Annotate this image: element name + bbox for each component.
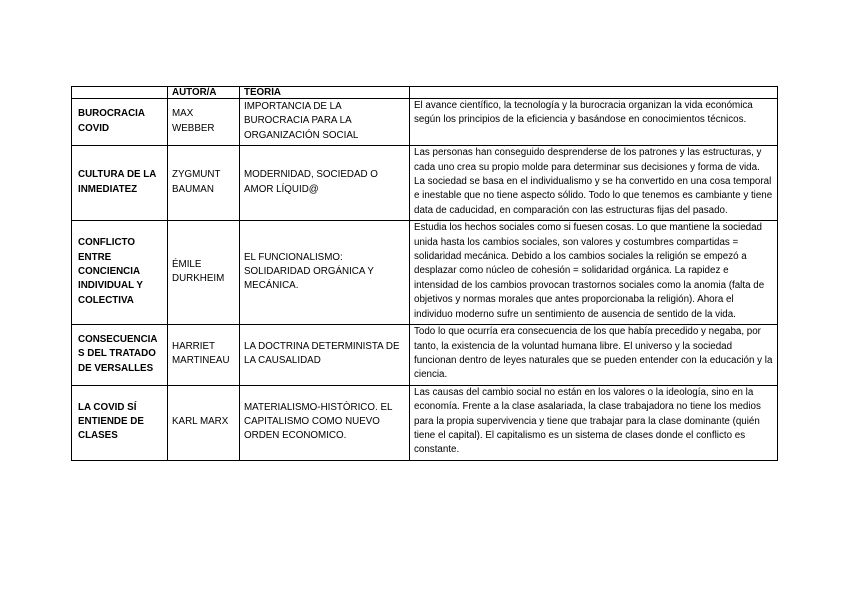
table-row [72, 325, 778, 386]
header-description [410, 87, 778, 99]
row-theory: IMPORTANCIA DE LA BUROCRACIA PARA LA ORGANIZACIÓN SOCIAL [240, 99, 410, 146]
header-row [72, 87, 778, 99]
row-author: HARRIET MARTINEAU [168, 325, 240, 386]
row-theory: EL FUNCIONALISMO: SOLIDARIDAD ORGÁNICA Y MECÁNICA. [240, 221, 410, 325]
header-theory: TEORÍA [240, 87, 410, 99]
row-description: El avance científico, la tecnología y la burocracia organizan la vida económica según los principios de la eficiencia y basándose en conocimientos técnicos. [410, 99, 778, 146]
row-topic: CONFLICTO ENTRE CONCIENCIA INDIVIDUAL Y COLECTIVA [72, 221, 168, 325]
row-author: ÉMILE DURKHEIM [168, 221, 240, 325]
header-topic [72, 87, 168, 99]
row-theory: LA DOCTRINA DETERMINISTA DE LA CAUSALIDAD [240, 325, 410, 386]
row-topic: BUROCRACIA COVID [72, 99, 168, 146]
row-topic: LA COVID SÍ ENTIENDE DE CLASES [72, 385, 168, 460]
row-topic: CULTURA DE LA INMEDIATEZ [72, 146, 168, 221]
row-topic: CONSECUENCIAS DEL TRATADO DE VERSALLES [72, 325, 168, 386]
table-row [72, 221, 778, 325]
row-description: Estudia los hechos sociales como si fuesen cosas. Lo que mantiene la sociedad unida hasta los cambios sociales, son valores y costumbres compartidas = solidaridad mecánica. Debido a los cambios sociales la religión se empezó a desplazar como núcleo de cohesión = solidaridad orgánica. La rapidez e intensidad de los cambios provocan trastornos sociales como la anomia (falta de objetivos y normas morales que antes proporcionaba la religión). Ahora el individuo moderno sufre un sentimiento de ausencia de sentido de la vida. [410, 221, 778, 325]
sociology-table [71, 86, 778, 461]
table-row [72, 146, 778, 221]
row-author: ZYGMUNT BAUMAN [168, 146, 240, 221]
row-theory: MATERIALISMO-HISTÒRICO. EL CAPITALISMO COMO NUEVO ORDEN ECONOMICO. [240, 385, 410, 460]
row-theory: MODERNIDAD, SOCIEDAD O AMOR LÍQUID@ [240, 146, 410, 221]
row-description: Las personas han conseguido desprenderse de los patrones y las estructuras, y cada uno crea su propio molde para determinar sus decisiones y forma de vida. La sociedad se basa en el individualismo y se ha convertido en una cosa temporal e inestable que no tiene aspecto sólido. Todo lo que tenemos es cambiante y tiene data de caducidad, en comparación con las estructuras fijas del pasado. [410, 146, 778, 221]
row-author: KARL MARX [168, 385, 240, 460]
table-row [72, 385, 778, 460]
row-description: Todo lo que ocurría era consecuencia de los que había precedido y negaba, por tanto, la existencia de la voluntad humana libre. El universo y la sociedad funcionan dentro de leyes naturales que se pueden entender con la educación y la ciencia. [410, 325, 778, 386]
header-author: AUTOR/A [168, 87, 240, 99]
row-author: MAX WEBBER [168, 99, 240, 146]
table-row [72, 99, 778, 146]
row-description: Las causas del cambio social no están en los valores o la ideología, sino en la economía. Frente a la clase asalariada, la clase trabajadora no tiene los medios para la propia supervivencia y tiene que trabajar para la clase dominante (quién tiene el capital). El capitalismo es un sistema de clases donde el conflicto es constante. [410, 385, 778, 460]
